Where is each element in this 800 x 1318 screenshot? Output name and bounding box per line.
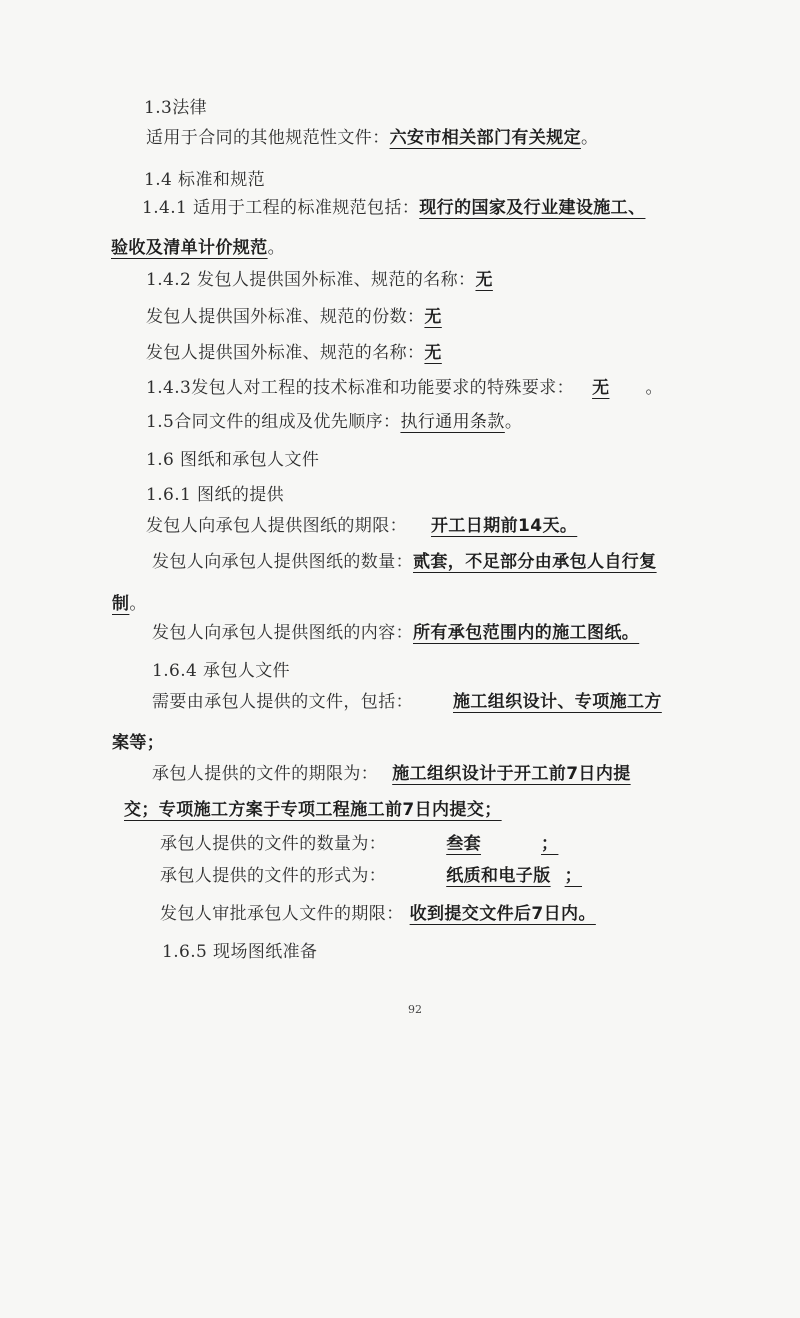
law-row: 适用于合同的其他规范性文件：六安市相关部门有关规定。: [146, 128, 599, 148]
contractor-docs-quantity-row: 承包人提供的文件的数量为： 叁套 ；: [160, 834, 559, 854]
standards-continuation: 验收及清单计价规范。: [111, 238, 286, 258]
foreign-standard-name-row: 1.4.2 发包人提供国外标准、规范的名称：无: [146, 270, 493, 290]
drawings-quantity-continuation: 制。: [112, 594, 147, 614]
section-1-4-heading: 1.4 标准和规范: [144, 170, 266, 190]
section-1-6-heading: 1.6 图纸和承包人文件: [146, 450, 320, 470]
drawings-deadline-row: 发包人向承包人提供图纸的期限： 开工日期前14天。: [146, 516, 578, 536]
foreign-standard-name-row-2: 发包人提供国外标准、规范的名称：无: [146, 343, 442, 363]
drawings-quantity-row: 发包人向承包人提供图纸的数量：贰套，不足部分由承包人自行复: [152, 552, 657, 572]
standards-value: 现行的国家及行业建设施工、: [419, 198, 646, 218]
page-number: 92: [408, 1003, 422, 1016]
contractor-docs-format-row: 承包人提供的文件的形式为： 纸质和电子版 ；: [160, 866, 583, 886]
approval-deadline-row: 发包人审批承包人文件的期限： 收到提交文件后7日内。: [160, 904, 596, 924]
section-1-6-5-heading: 1.6.5 现场图纸准备: [162, 942, 318, 962]
contractor-docs-deadline-row: 承包人提供的文件的期限为： 施工组织设计于开工前7日内提: [152, 764, 631, 784]
contractor-docs-continuation: 案等；: [112, 733, 165, 753]
section-1-3-heading: 1.3法律: [144, 98, 208, 118]
standards-row: 1.4.1 适用于工程的标准规范包括：现行的国家及行业建设施工、: [142, 198, 646, 218]
contractor-docs-deadline-continuation: 交；专项施工方案于专项工程施工前7日内提交；: [124, 800, 502, 820]
section-1-6-1-heading: 1.6.1 图纸的提供: [146, 485, 285, 505]
law-value: 六安市相关部门有关规定: [389, 128, 582, 148]
contract-docs-priority-row: 1.5合同文件的组成及优先顺序：执行通用条款。: [146, 412, 523, 432]
contractor-docs-row: 需要由承包人提供的文件，包括： 施工组织设计、专项施工方: [152, 692, 662, 712]
drawings-content-row: 发包人向承包人提供图纸的内容：所有承包范围内的施工图纸。: [152, 623, 640, 643]
special-requirements-row: 1.4.3发包人对工程的技术标准和功能要求的特殊要求： 无 。: [146, 378, 663, 398]
section-1-6-4-heading: 1.6.4 承包人文件: [152, 661, 291, 681]
foreign-standard-copies-row: 发包人提供国外标准、规范的份数：无: [146, 307, 442, 327]
